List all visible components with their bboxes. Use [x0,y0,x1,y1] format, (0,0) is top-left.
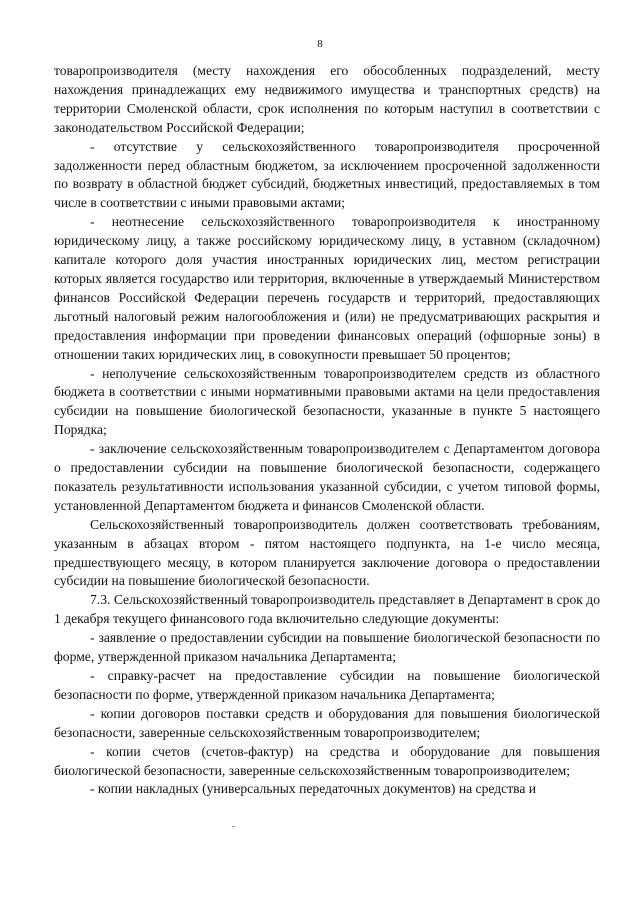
paragraph-calculation: - справку-расчет на предоставление субсидии на повышение биологической безопасности по форме, утвержденной приказом начальника Департамента; [54,668,600,702]
paragraph-not-foreign-entity: - неотнесение сельскохозяйственного товаропроизводителя к иностранному юридическому лицу, а также российскому юридическому лицу, в уставном (складочном) капитале которого доля участия иностранных юридических лиц, местом регистрации которых является государство или территория, включенные в утверждаемый Министерством финансов Российской Федерации перечень государств и территорий, предоставляющих льготный налоговый режим налогообложения и (или) не предусматривающих раскрытия и предоставления информации при проведении финансовых операций (офшорные зоны) в отношении таких юридических лиц, в совокупности превышает 50 процентов; [54,214,600,362]
paragraph-7-3: 7.3. Сельскохозяйственный товаропроизводитель представляет в Департамент в срок до 1 декабря текущего финансового года включительно следующие документы: [54,592,600,627]
document-body [54,62,600,799]
page-number: 8 [317,38,323,50]
paragraph-waybills: - копии накладных (универсальных передаточных документов) на средства и [90,781,537,797]
paragraph-invoices: - копии счетов (счетов-фактур) на средства и оборудование для повышения биологической безопасности, заверенные сельскохозяйственным товаропроизводителем; [54,743,600,778]
paragraph-agreement: - заключение сельскохозяйственным товаропроизводителем с Департаментом договора о предоставлении субсидии на повышение биологической безопасности, содержащего показатель результативности использования указанной субсидии, с учетом типовой формы, установленной Департаментом бюджета и финансов Смоленской области. [54,441,600,513]
paragraph-no-overdue-debt: - отсутствие у сельскохозяйственного товаропроизводителя просроченной задолженности перед областным бюджетом, за исключением просроченной задолженности по возврату в областной бюджет субсидий, бюджетных инвестиций, предоставляемых в том числе в соответствии с иными правовыми актами; [54,138,600,211]
paragraph-contracts: - копии договоров поставки средств и оборудования для повышения биологической безопасности, заверенные сельскохозяйственным товаропроизводителем; [54,705,600,740]
scan-dot [232,826,235,827]
paragraph-application: - заявление о предоставлении субсидии на повышение биологической безопасности по форме, утвержденной приказом начальника Департамента; [54,630,600,665]
paragraph-no-other-funds: - неполучение сельскохозяйственным товаропроизводителем средств из областного бюджета в соответствии с иными нормативными правовыми актами на цели предоставления субсидии на повышение биологической безопасности, указанные в пункте 5 настоящего Порядка; [54,365,600,438]
paragraph-requirements: Сельскохозяйственный товаропроизводитель должен соответствовать требованиям, указанным в абзацах втором - пятом настоящего подпункта, на 1-е число месяца, предшествующего месяцу, в котором планируется заключение договора о предоставлении субсидии на повышение биологической безопасности. [54,516,600,589]
paragraph-continuation: товаропроизводителя (месту нахождения его обособленных подразделений, месту нахождения принадлежащих ему недвижимого имущества и транспортных средств) на территории Смоленской области, срок исполнения по которым наступил в соответствии с законодательством Российской Федерации; [54,63,600,135]
